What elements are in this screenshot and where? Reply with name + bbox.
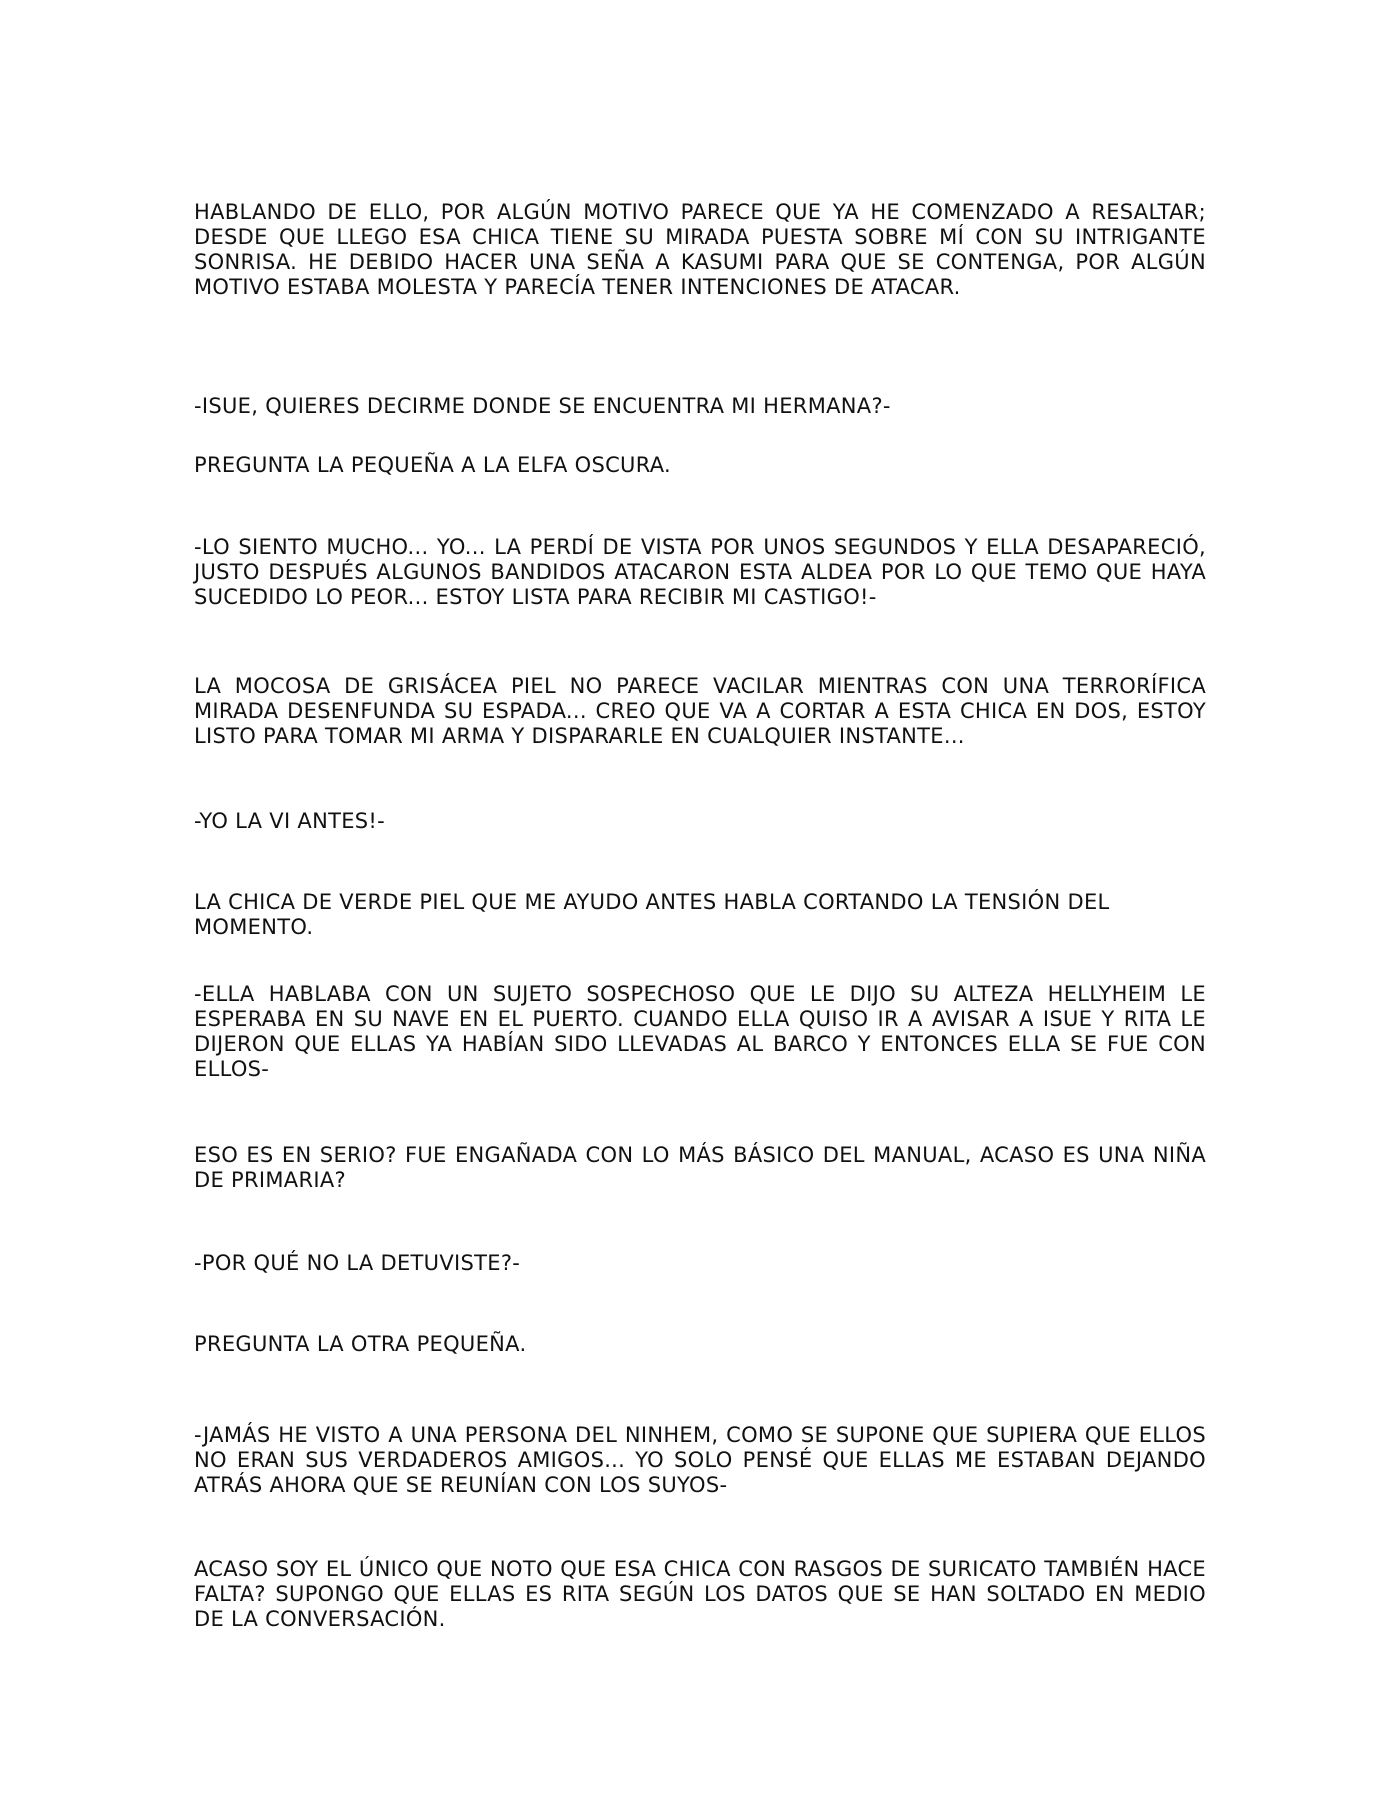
paragraph-9: ESO ES EN SERIO? FUE ENGAÑADA CON LO MÁS BÁSICO DEL MANUAL, ACASO ES UNA NIÑA DE PRIMARIA? — [194, 1143, 1206, 1192]
paragraph-4: -LO SIENTO MUCHO... YO... LA PERDÍ DE VISTA POR UNOS SEGUNDOS Y ELLA DESAPARECIÓ, JUSTO DESPUÉS ALGUNOS BANDIDOS ATACARON ESTA ALDEA POR LO QUE TEMO QUE HAYA SUCEDIDO LO PEOR... ESTOY LISTA PARA RECIBIR MI CASTIGO!- — [194, 535, 1206, 609]
paragraph-5: LA MOCOSA DE GRISÁCEA PIEL NO PARECE VACILAR MIENTRAS CON UNA TERRORÍFICA MIRADA DESENFUNDA SU ESPADA... CREO QUE VA A CORTAR A ESTA CHICA EN DOS, ESTOY LISTO PARA TOMAR MI ARMA Y DISPARARLE EN CUALQUIER INSTANTE... — [194, 674, 1206, 748]
paragraph-8: -ELLA HABLABA CON UN SUJETO SOSPECHOSO QUE LE DIJO SU ALTEZA HELLYHEIM LE ESPERABA EN SU NAVE EN EL PUERTO. CUANDO ELLA QUISO IR A AVISAR A ISUE Y RITA LE DIJERON QUE ELLAS YA HABÍAN SIDO LLEVADAS AL BARCO Y ENTONCES ELLA SE FUE CON ELLOS- — [194, 982, 1206, 1081]
paragraph-12: -JAMÁS HE VISTO A UNA PERSONA DEL NINHEM, COMO SE SUPONE QUE SUPIERA QUE ELLOS NO ERAN SUS VERDADEROS AMIGOS... YO SOLO PENSÉ QUE ELLAS ME ESTABAN DEJANDO ATRÁS AHORA QUE SE REUNÍAN CON LOS SUYOS- — [194, 1423, 1206, 1497]
paragraph-1: HABLANDO DE ELLO, POR ALGÚN MOTIVO PARECE QUE YA HE COMENZADO A RESALTAR; DESDE QUE LLEGO ESA CHICA TIENE SU MIRADA PUESTA SOBRE MÍ CON SU INTRIGANTE SONRISA. HE DEBIDO HACER UNA SEÑA A KASUMI PARA QUE SE CONTENGA, POR ALGÚN MOTIVO ESTABA MOLESTA Y PARECÍA TENER INTENCIONES DE ATACAR. — [194, 200, 1206, 299]
paragraph-10: -POR QUÉ NO LA DETUVISTE?- — [194, 1251, 521, 1275]
paragraph-13: ACASO SOY EL ÚNICO QUE NOTO QUE ESA CHICA CON RASGOS DE SURICATO TAMBIÉN HACE FALTA? SUPONGO QUE ELLAS ES RITA SEGÚN LOS DATOS QUE SE HAN SOLTADO EN MEDIO DE LA CONVERSACIÓN. — [194, 1557, 1206, 1631]
paragraph-2: -ISUE, QUIERES DECIRME DONDE SE ENCUENTRA MI HERMANA?- — [194, 394, 891, 418]
paragraph-7: LA CHICA DE VERDE PIEL QUE ME AYUDO ANTES HABLA CORTANDO LA TENSIÓN DEL MOMENTO. — [194, 890, 1110, 939]
paragraph-6: -YO LA VI ANTES!- — [194, 809, 386, 833]
paragraph-11: PREGUNTA LA OTRA PEQUEÑA. — [194, 1332, 527, 1356]
paragraph-3: PREGUNTA LA PEQUEÑA A LA ELFA OSCURA. — [194, 453, 672, 477]
